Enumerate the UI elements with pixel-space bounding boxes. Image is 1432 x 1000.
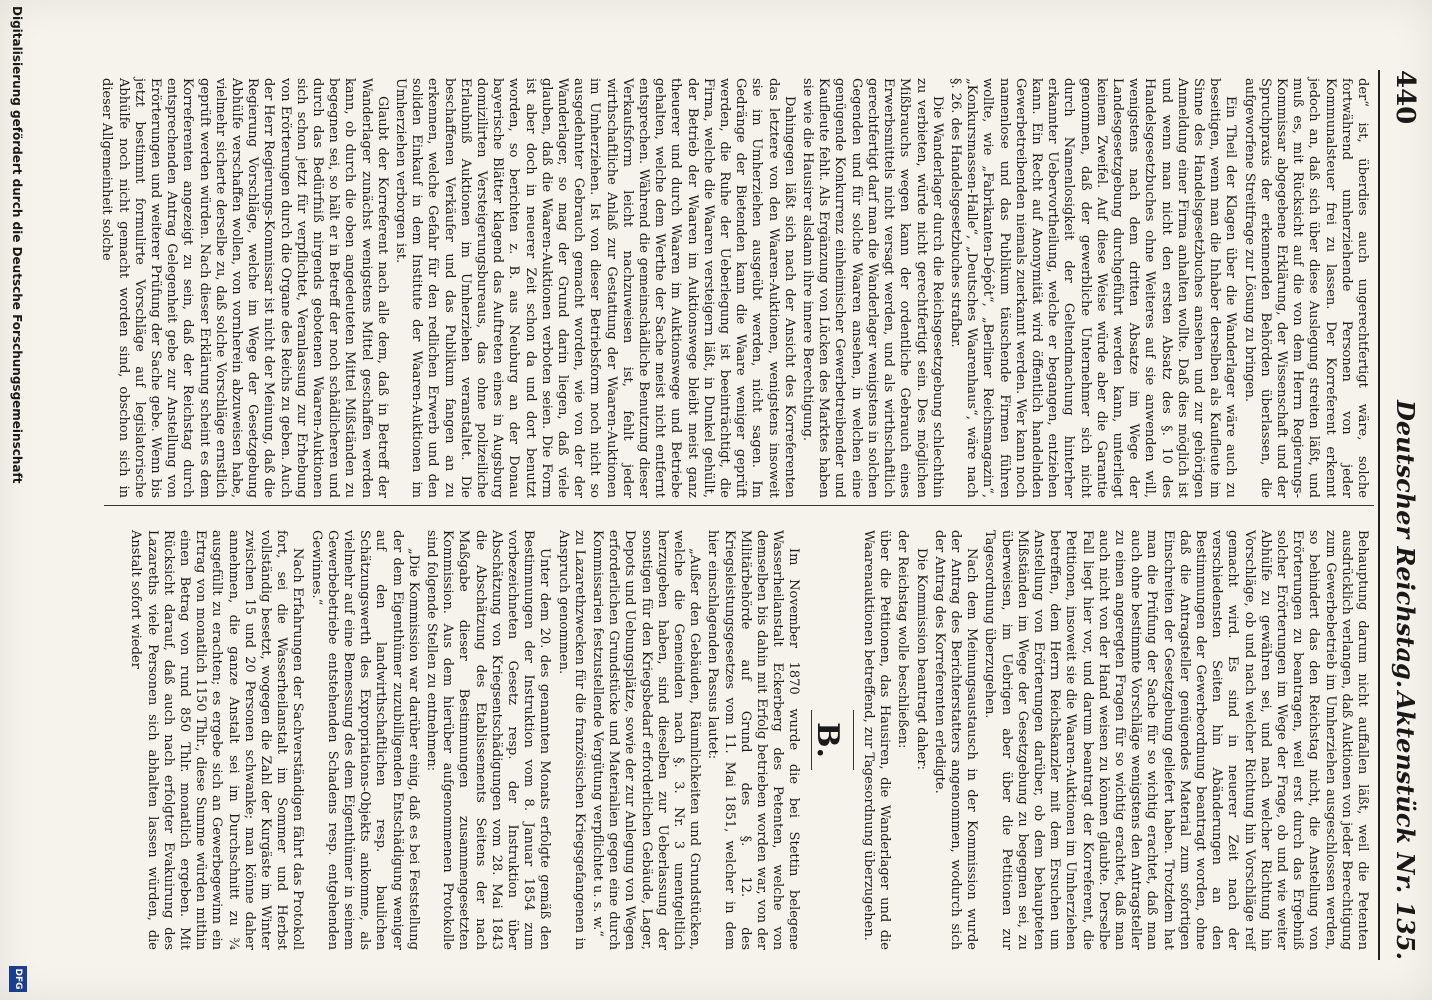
left-column [96,78,1370,498]
section-rule [853,710,854,770]
motion-line: der Reichstag wolle beschließen: [895,530,911,749]
column-divider [104,505,1374,506]
digitization-credit [4,0,30,1000]
paragraph: Behauptung darum nicht auffallen läßt, weil die Petenten ausdrücklich verlangen, daß Auktionen von jeder Berechtigung zum Gewerbebetrieb im Umherziehen ausgeschlossen werden, so behindert das den Reichstag nicht, die Anstellung von Erörterungen zu beantragen, weil erst durch das Ergebniß solcher Erörterungen im Wege der Frage, ob und wie weiter Abhülfe zu gewähren sei, und nach welcher Richtung hin Vorschläge, ob und nach welcher Richtung hin Vorschläge reif gemacht wird. Es sind in neuerer Zeit nach der verschiedensten Seiten hin Abänderungen an den Bestimmungen der Gewerbeordnung beantragt worden, ohne daß die Antragsteller genügendes Material zum sofortigen Einschreiten der Gesetzgebung geliefert haben. Trotzdem hat man die Prüfung der Sache für so wichtig erachtet, daß man auch ohne bestimmte Vorschläge wenigstens den Antragsteller zu einen angeregten Fragen für so wichtig erachtet, daß man auch nicht von der Hand weisen zu können glaubte. Derselbe Fall liegt hier vor, und darum beantragt der Korreferent, die Petitionen, insoweit sie die Waaren-Auktionen im Umherziehen betreffen, dem Herrn Reichskanzler mit dem Ersuchen um Anstellung von Erörterungen darüber, ob dem behaupteten Mißständen im Wege der Gesetzgebung zu begegnen sei, zu überweisen, im Uebrigen aber über die Petitionen zur Tagesordnung überzugehen. [982,530,1370,950]
quoted-paragraph: „Die Kommission war darüber einig, daß es bei Feststellung der dem Eigenthümer zuzubilligenden Entschädigung weniger auf den landwirthschaftlichen resp. baulichen Schätzungswerth des Expropriations-Objekts ankomme, als vielmehr auf eine Bemessung des dem Eigenthümer in seinem Gewerbebetriebe entstehenden Schadens resp. entgehenden Gewinnes.“ [308,530,421,950]
header-rule [1378,70,1380,960]
document-number: Aktenstück Nr. 135. [1391,691,1420,960]
right-column [125,530,1370,950]
credit-text: Digitalisierung gefördert durch die Deutsche Forschungsgemeinschaft [10,6,24,484]
paragraph: zu Lazarethzwecken für die französischen Kriegsgefangenen in Anspruch genommen. [555,530,587,950]
paragraph: Unter dem 20. des genannten Monats erfolgte gemäß den Bestimmungen der Instruktion vom 8. Januar 1854 zum vorbezeichneten Gesetz resp. der Instruktion über Abschätzung von Kriegsentschädigungen vom 28. Mai 1843 die Abschätzung des Etablissements Seitens der nach Maßgabe dieser Bestimmungen zusammengesetzten Kommission. Aus dem hierüber aufgenommenen Protokolle sind folgende Stellen zu entnehmen: [424,530,553,950]
page-header [1384,70,1424,960]
section-heading: B. [809,722,845,758]
paragraph: Glaubt der Korreferent nach alle dem, daß in Betreff der Wanderlager zunächst wenigstens Mittel geschaffen werden kann, ob durch die oben angedeuteten Mittel Mißständen zu begegnen sei, so hält er in Betreff der noch schädlicheren und durch das Bedürfniß nirgends gebotenen Waaren-Auktionen sich schon jetzt für verpflichtet, Veranlassung zur Erhebung von Erörterungen durch die Organe des Reichs zu geben. Auch der Herr Regierungs-Kommissar ist nicht der Meinung, daß die Regierung Vorschläge, welche im Wege der Gesetzgebung Abhülfe verschaffen wollen, von vornherein abzuweisen habe, vielmehr sicherte derselbe zu, daß solche Vorschläge ernstlich geprüft werden würden. Nach dieser Erklärung scheint es dem Korreferenten angezeigt zu sein, daß der Reichstag durch entsprechenden Antrag Gelegenheit gebe zur Anstellung von Erörterungen und weiterer Prüfung der Sache gebe. Wenn bis jetzt bestimmt formulirte Vorschläge auf legislatorische Abhülfe noch nicht gemacht worden sind, obschon sich in dieser Allgemeinheit solche [99,78,390,498]
paragraph: Dahingegen läßt sich nach der Ansicht des Korreferenten das letztere von den Waaren-Auktionen, wenigstens insoweit sie im Umherziehen ausgeübt werden, nicht sagen. Im Gedränge der Bietenden kann die Waare weniger geprüft werden, die Ruhe der Ueberlegung ist beeinträchtigt, die Firma, welche die Waaren versteigern läßt, in Dunkel gehüllt, der Betrieb der Waaren im Auktionswege bleibt meist ganz theuerer und durch Waaren im Auktionswege und Betriebe gehalten, welche dem Werthe der Sache meist nicht entfernt entsprechen. Während die gemeinschädliche Benutzung dieser Verkaufsform leicht nachzuweisen ist, fehlt jeder wirthschaftliche Anlaß zur Gestattung der Waaren-Auktionen im Umherziehen. Ist von dieser Betriebsform noch nicht so ausgedehnter Gebrauch gemacht worden, wie von der der Wanderlager, so mag der Grund darin liegen, daß viele glauben, daß die Waaren-Auktionen verboten seien. Die Form ist aber doch in neuerer Zeit schon da und dort benutzt worden, so berichten z. B. aus Neuburg an der Donau bayerische Blätter klagend das Auftreten eines in Augsburg domizilirten Versteigerungsbureaus, das ohne polizeiliche Erlaubniß Auktionen im Umherziehen veranstaltet. Die beschaffenen Verkäufer und das Publikum fangen an zu erkennen, welche Gefahr für den redlichen Erwerb und den soliden Einkauf in dem Institute der Waaren-Auktionen im Umherziehen verborgen ist. [393,78,797,498]
quoted-paragraph: „Außer den Gebäuden, Räumlichkeiten und Grundstücken, welche die Gemeinden nach §. 3. Nr. 3 unentgeltlich herzugeben haben, sind dieselben zur Ueberlassung der sonstigen für den Kriegsbedarf erforderlichen Gebäude, Lager, Depots und Uebungsplätze, sowie der zur Anlegung von Wegen erforderlichen Grundstücke und Materialien gegen eine durch Kommissarien festzustellende Vergütung verpflichtet u. s. w.“ [590,530,703,950]
page-number: 440 [1390,70,1420,125]
paragraph: Die Wanderlager durch die Reichsgesetzgebung schlechthin zu verbieten, würde nicht gerechtfertigt sein. Des möglichen Mißbrauchs wegen kann der ordentliche Gebrauch eines Erwerbsmittels nicht versagt werden, und als wirthschaftlich gerechtfertigt darf man die Wanderlager wenigstens in solchen Gegenden und für solche Waaren ansehen, in welchen eine genügende Konkurrenz einheimischer Gewerbetreibender und Kaufleute fehlt. Als Ergänzung von Lücken des Marktes haben sie wie die Hausirer alsdann ihre innere Berechtigung. [800,78,945,498]
paragraph: Ein Theil der Klagen über die Wanderlager wäre auch zu beseitigen, wenn man die Inhaber derselben als Kaufleute im Sinne des Handelsgesetzbuches ansehen und zur gehörigen Anmeldung einer Firma anhalten wollte. Daß dies möglich ist und wenn man nicht den ersten Absatz des §. 10 des Handelsgesetzbuches ohne Weiteres auf sie anwenden will, wenigstens nach dem dritten Absatze im Wege der Landesgesetzgebung durchgeführt werden kann, unterliegt keinem Zweifel. Auf diese Weise würde aber die Garantie genommen, daß der gewerbliche Unternehmer sich nicht durch Namenlosigkeit der Geltendmachung hinterher erkannter Uebervortheilung, welche er begangen, entziehen kann. Ein Recht auf Anonymität wird öffentlich handelnden Gewerbetreibenden niemals zuerkannt werden. Wer kann noch namenlose und das Publikum täuschende Firmen führen wollte, wie „Fabrikanten-Dépôt“, „Berliner Reichsmagazin“, „Konkursmassen-Halle“, „Deutsches Waarenhaus“, wäre nach §. 26. des Handelsgesetzbuches strafbar. [947,78,1239,498]
motion-line: über die Petitionen, das Hausiren, die Wanderlager und die Waarenauktionen betreffend, zur Tagesordnung überzugehen. [860,530,893,950]
running-title: Deutscher Reichstag. [1391,400,1420,689]
paragraph: Nach Erfahrungen der Sachverständigen fährt das Protokoll fort, sei die Wasserheilanstalt im Sommer und Herbst vollständig besetzt, wogegen die Zahl der Kurgäste im Winter zwischen 15 und 20 Personen schwanke; man könne daher annehmen, die ganze Anstalt sei im Durchschnitt zu ¾ ausgefüllt zu erachten; es ergebe sich an Gewerbegewinn ein Ertrag von monatlich 1150 Thlr., diese Summe würden mithin einen Betrag von rund 850 Thlr. monatlich ergeben. Mit Rücksicht darauf, daß auch nach erfolgter Evakuirung des Lazareths viele Personen sich abhalten lassen würden, die Anstalt sofort wieder [128,530,306,950]
paragraph: der“ ist, überdies auch ungerechtfertigt wäre, solche fortwährend umherziehende Personen von jeder Kommunalsteuer frei zu lassen. Der Korreferent erkennt jedoch an, daß sich über diese Auslegung streiten läßt, und muß es, mit Rücksicht auf die von dem Herrn Regierungs-Kommissar abgegebene Erklärung, der Wissenschaft und der Spruchpraxis der erkennenden Behörden überlassen, die aufgeworfene Streitfrage zur Lösung zu bringen. [1241,78,1370,498]
dfg-logo-icon: DFG [9,966,27,992]
paragraph: Im November 1870 wurde die bei Stettin belegene Wasserheilanstalt Eckerberg des Petenten, welche von demselben bis dahin mit Erfolg betrieben worden war, von der Militärbehörde auf Grund des §. 12. des Kriegsleistungsgesetzes vom 11. Mai 1851, welcher in dem hier einschlagenden Passus lautet: [705,530,802,950]
paragraph: Die Kommission beantragt daher: [913,548,929,770]
paragraph: Nach dem Meinungsaustausch in der Kommission wurde der Antrag des Berichterstatters angenommen, wodurch sich der Antrag des Korreferenten erledigte. [931,530,980,950]
